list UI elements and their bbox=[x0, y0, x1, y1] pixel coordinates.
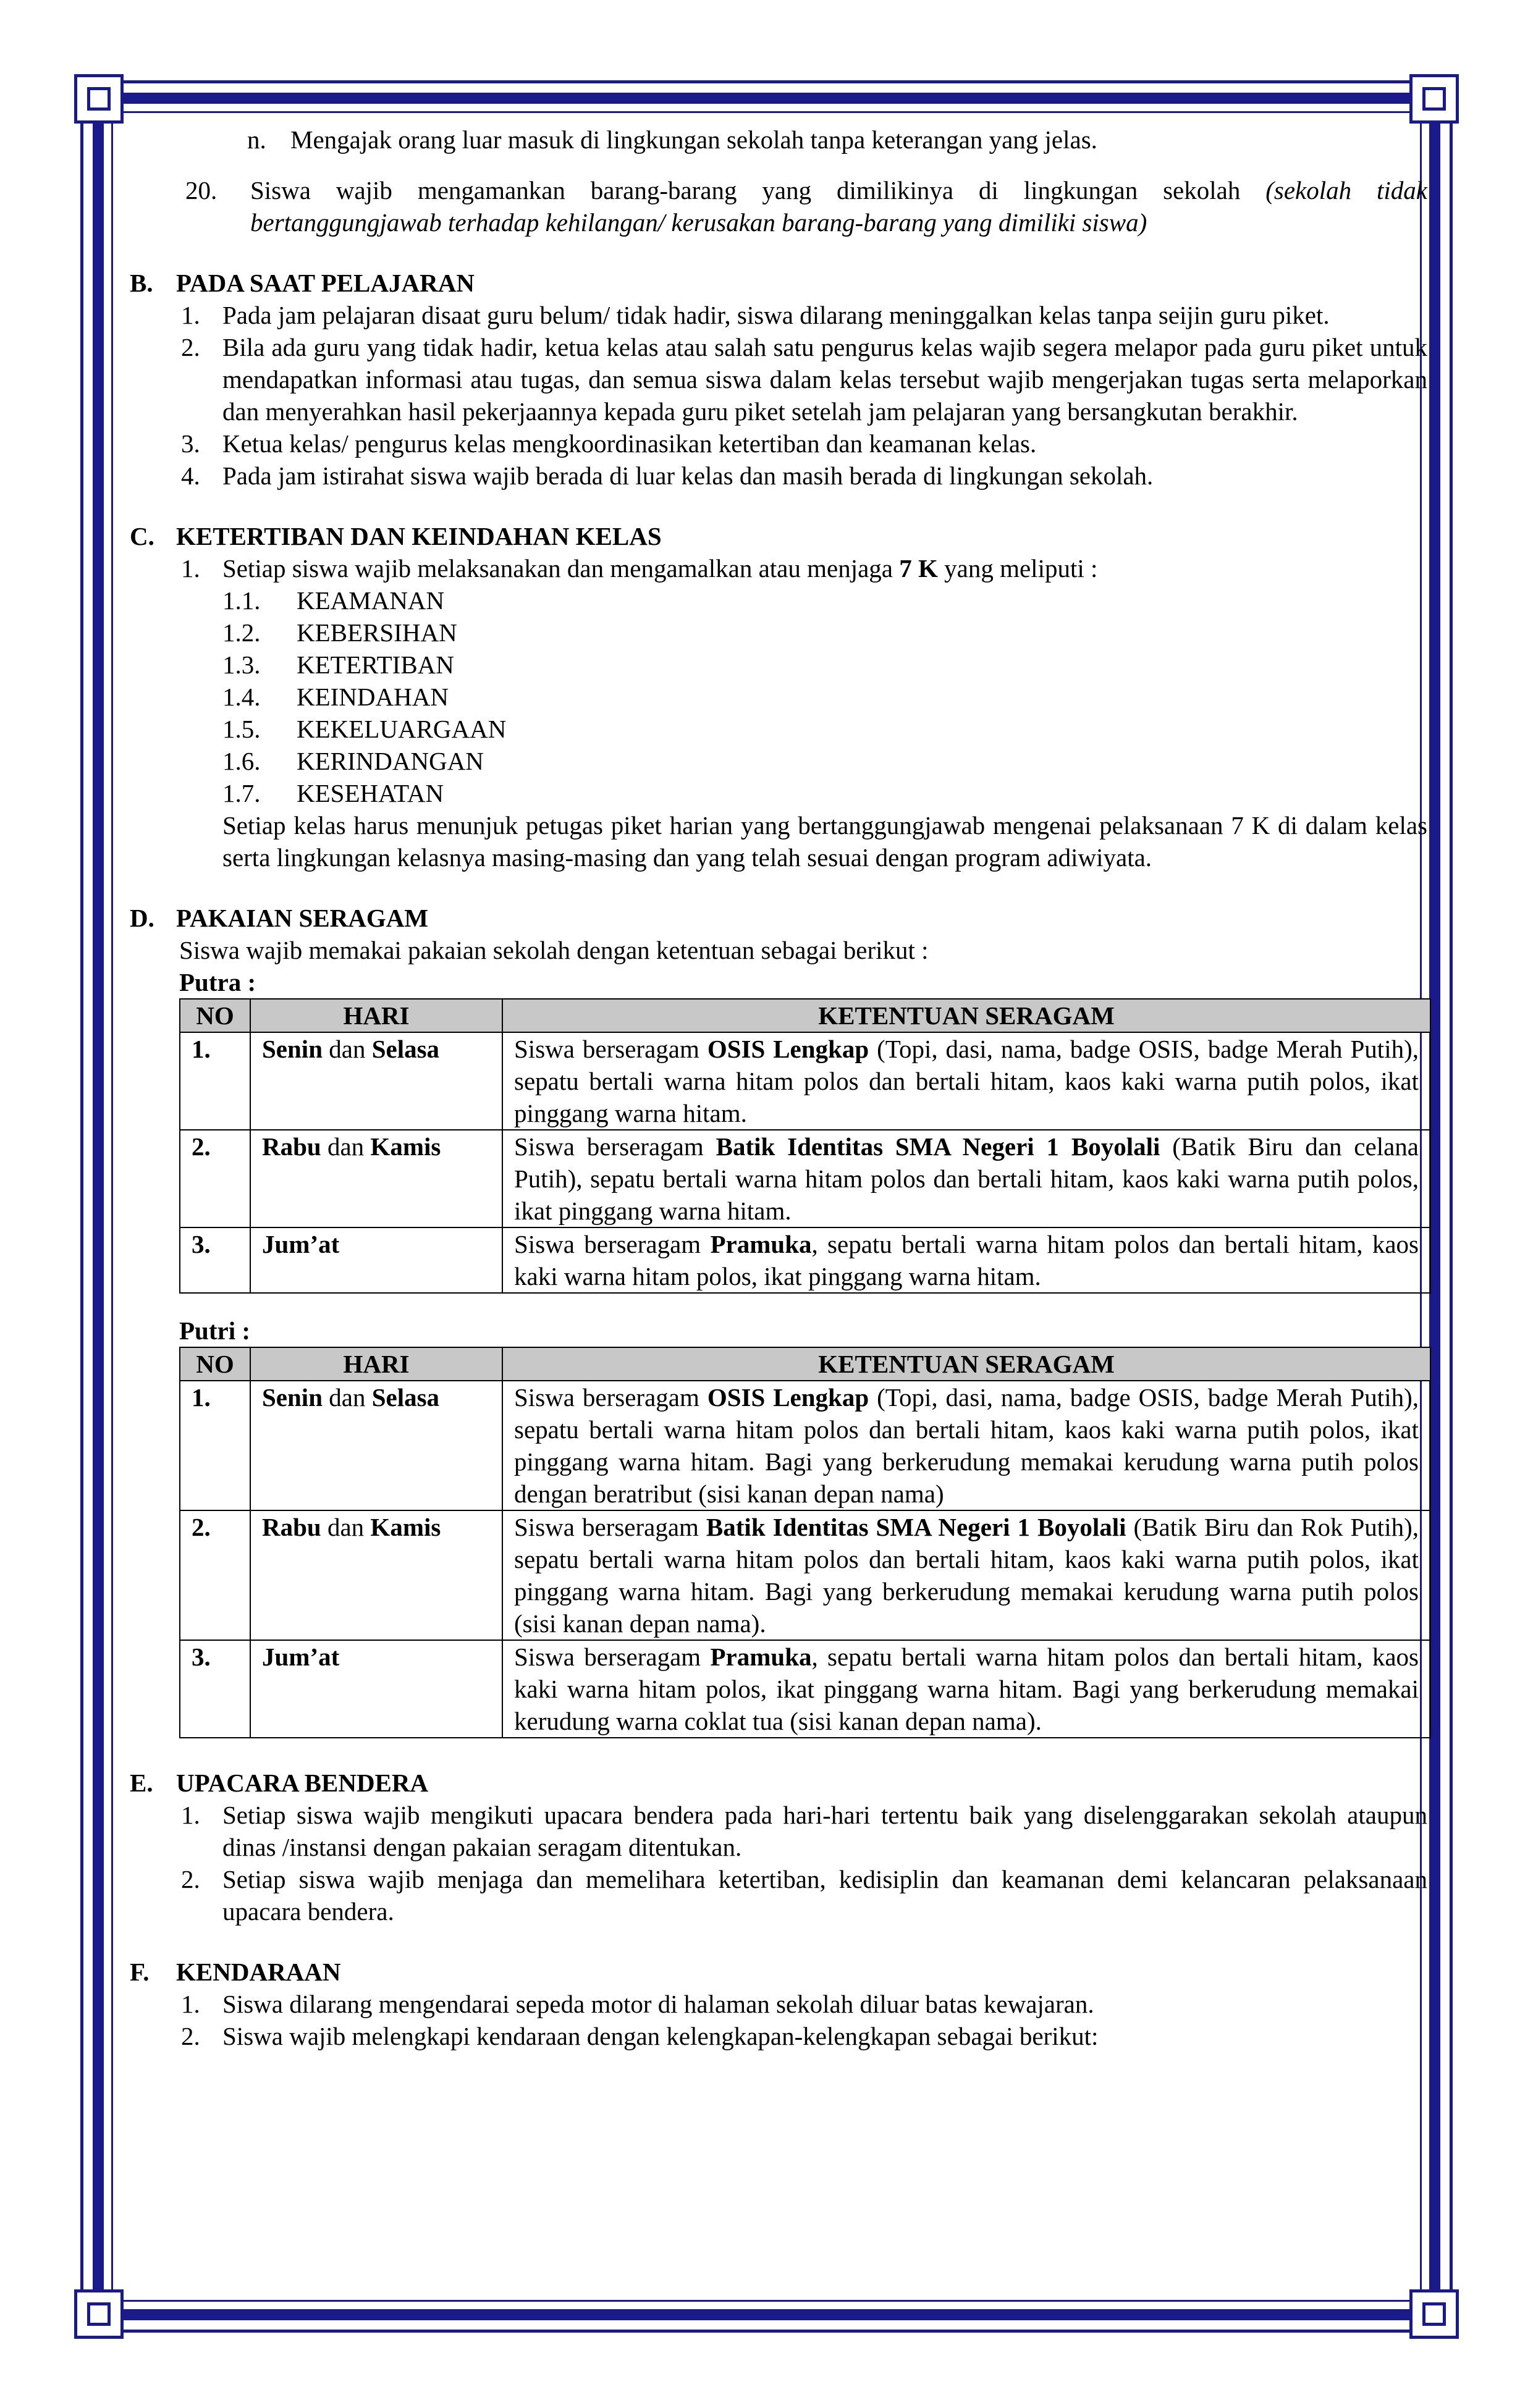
section-title: PAKAIAN SERAGAM bbox=[176, 904, 429, 932]
sub-item bbox=[130, 617, 1427, 649]
table-row bbox=[180, 1640, 1430, 1738]
cell-hari: Jum’at bbox=[250, 1640, 502, 1738]
sub-item bbox=[130, 649, 1427, 681]
sub-text: KEAMANAN bbox=[297, 586, 445, 615]
section-heading bbox=[130, 1767, 1427, 1799]
sub-item bbox=[130, 681, 1427, 713]
sub-number: 1.1. bbox=[222, 586, 261, 615]
sub-text: KEKELUARGAAN bbox=[297, 715, 507, 743]
section-title: PADA SAAT PELAJARAN bbox=[176, 269, 475, 297]
sub-text: KETERTIBAN bbox=[297, 650, 454, 679]
sub-text: KEINDAHAN bbox=[297, 683, 449, 711]
sub-number: 1.2. bbox=[222, 618, 261, 647]
section-e bbox=[130, 1767, 1427, 1927]
list-text: yang meliputi : bbox=[937, 554, 1098, 583]
list-number: n. bbox=[247, 125, 266, 154]
list-text: Setiap siswa wajib melaksanakan dan mengamalkan atau menjaga bbox=[222, 554, 900, 583]
column-header-ketentuan: KETENTUAN SERAGAM bbox=[502, 1347, 1430, 1381]
corner-ornament-bottom-left bbox=[74, 2289, 124, 2339]
section-heading bbox=[130, 520, 1427, 552]
cell-hari: Senin dan Selasa bbox=[250, 1381, 502, 1510]
cell-ketentuan: Siswa berseragam Pramuka, sepatu bertali warna hitam polos dan bertali hitam, kaos kaki warna hitam polos, ikat pinggang warna hitam. bbox=[502, 1227, 1430, 1293]
list-text: Ketua kelas/ pengurus kelas mengkoordinasikan ketertiban dan keamanan kelas. bbox=[222, 429, 1037, 458]
section-letter: F. bbox=[130, 1958, 150, 1986]
section-title: UPACARA BENDERA bbox=[176, 1769, 429, 1797]
cell-ketentuan: Siswa berseragam Pramuka, sepatu bertali warna hitam polos dan bertali hitam, kaos kaki warna hitam polos, ikat pinggang warna hitam. Bagi yang berkerudung memakai kerudung warna coklat tua (sisi kanan depan nama). bbox=[502, 1640, 1430, 1738]
list-text: Setiap siswa wajib mengikuti upacara bendera pada hari-hari tertentu baik yang diselenggarakan sekolah ataupun dinas /instansi dengan pakaian seragam ditentukan. bbox=[222, 1801, 1427, 1861]
list-text: Siswa wajib mengamankan barang-barang yang dimilikinya di lingkungan sekolah bbox=[250, 176, 1266, 204]
list-text: Bila ada guru yang tidak hadir, ketua kelas atau salah satu pengurus kelas wajib segera melapor pada guru piket untuk mendapatkan informasi atau tugas, dan semua siswa dalam kelas tersebut wajib mengerjakan tugas serta melaporkan dan menyerahkan hasil pekerjaannya kepada guru piket setelah jam pelajaran yang bersangkutan berakhir. bbox=[222, 333, 1427, 426]
list-text: Mengajak orang luar masuk di lingkungan sekolah tanpa keterangan yang jelas. bbox=[290, 125, 1097, 154]
cell-ketentuan: Siswa berseragam Batik Identitas SMA Negeri 1 Boyolali (Batik Biru dan celana Putih), sepatu bertali warna hitam polos dan bertali hitam, kaos kaki warna putih polos, ikat pinggang warna hitam. bbox=[502, 1130, 1430, 1227]
sub-number: 1.5. bbox=[222, 715, 261, 743]
list-text: Siswa wajib melengkapi kendaraan dengan kelengkapan-kelengkapan sebagai berikut: bbox=[222, 2022, 1099, 2050]
cell-hari: Jum’at bbox=[250, 1227, 502, 1293]
cell-hari: Senin dan Selasa bbox=[250, 1032, 502, 1130]
sub-item bbox=[130, 777, 1427, 809]
section-heading bbox=[130, 1956, 1427, 1988]
putra-label: Putra : bbox=[179, 968, 256, 996]
sub-number: 1.3. bbox=[222, 650, 261, 679]
list-number: 3. bbox=[181, 429, 200, 458]
table-header-row bbox=[180, 999, 1430, 1032]
sub-text: KEBERSIHAN bbox=[297, 618, 457, 647]
section-letter: C. bbox=[130, 522, 154, 550]
list-item-n bbox=[130, 124, 1427, 156]
sub-text: KERINDANGAN bbox=[297, 747, 484, 775]
list-text: Pada jam pelajaran disaat guru belum/ tidak hadir, siswa dilarang meninggalkan kelas tanpa seijin guru piket. bbox=[222, 301, 1330, 329]
cell-hari: Rabu dan Kamis bbox=[250, 1510, 502, 1640]
putri-uniform-table bbox=[179, 1347, 1431, 1738]
section-intro: Siswa wajib memakai pakaian sekolah dengan ketentuan sebagai berikut : bbox=[179, 936, 929, 964]
list-number: 1. bbox=[181, 301, 200, 329]
table-row bbox=[180, 1130, 1430, 1227]
cell-no: 1. bbox=[180, 1032, 250, 1130]
cell-no: 2. bbox=[180, 1130, 250, 1227]
sub-item bbox=[130, 713, 1427, 745]
section-heading bbox=[130, 267, 1427, 299]
list-item bbox=[130, 1799, 1427, 1863]
cell-no: 3. bbox=[180, 1640, 250, 1738]
column-header-hari: HARI bbox=[250, 999, 502, 1032]
table-row bbox=[180, 1381, 1430, 1510]
list-text: Siswa dilarang mengendarai sepeda motor di halaman sekolah diluar batas kewajaran. bbox=[222, 1990, 1094, 2018]
section-d bbox=[130, 902, 1427, 1738]
section-letter: E. bbox=[130, 1769, 153, 1797]
column-header-ketentuan: KETENTUAN SERAGAM bbox=[502, 999, 1430, 1032]
table-header-row bbox=[180, 1347, 1430, 1381]
cell-hari: Rabu dan Kamis bbox=[250, 1130, 502, 1227]
list-number: 20. bbox=[185, 176, 217, 204]
section-paragraph: Setiap kelas harus menunjuk petugas piket harian yang bertanggungjawab mengenai pelaksanaan 7 K di dalam kelas serta lingkungan kelasnya masing-masing dan yang telah sesuai dengan program adiwiyata. bbox=[222, 811, 1427, 872]
section-title: KETERTIBAN DAN KEINDAHAN KELAS bbox=[176, 522, 662, 550]
list-text: Setiap siswa wajib menjaga dan memelihara ketertiban, kedisiplin dan keamanan demi kelancaran pelaksanaan upacara bendera. bbox=[222, 1865, 1427, 1926]
cell-no: 2. bbox=[180, 1510, 250, 1640]
list-number: 2. bbox=[181, 333, 200, 361]
list-number: 1. bbox=[181, 1801, 200, 1829]
list-number: 1. bbox=[181, 554, 200, 583]
cell-ketentuan: Siswa berseragam OSIS Lengkap (Topi, dasi, nama, badge OSIS, badge Merah Putih), sepatu bertali warna hitam polos dan bertali hitam, kaos kaki warna putih polos, ikat pinggang warna hitam. bbox=[502, 1032, 1430, 1130]
sub-number: 1.4. bbox=[222, 683, 261, 711]
document-body bbox=[130, 124, 1427, 2052]
list-number: 2. bbox=[181, 2022, 200, 2050]
section-c bbox=[130, 520, 1427, 874]
sub-item bbox=[130, 745, 1427, 777]
list-number: 4. bbox=[181, 461, 200, 490]
table-row bbox=[180, 1227, 1430, 1293]
cell-ketentuan: Siswa berseragam OSIS Lengkap (Topi, dasi, nama, badge OSIS, badge Merah Putih), sepatu bertali warna hitam polos dan bertali hitam, kaos kaki warna putih polos, ikat pinggang warna hitam. Bagi yang berkerudung memakai kerudung warna putih polos dengan beratribut (sisi kanan depan nama) bbox=[502, 1381, 1430, 1510]
list-number: 1. bbox=[181, 1990, 200, 2018]
putra-uniform-table bbox=[179, 998, 1431, 1294]
list-number: 2. bbox=[181, 1865, 200, 1893]
cell-no: 3. bbox=[180, 1227, 250, 1293]
corner-ornament-top-left bbox=[74, 74, 124, 124]
sub-item bbox=[130, 584, 1427, 617]
list-item bbox=[130, 2020, 1427, 2052]
sub-text: KESEHATAN bbox=[297, 779, 444, 807]
section-letter: B. bbox=[130, 269, 153, 297]
list-item-20 bbox=[130, 174, 1427, 238]
cell-ketentuan: Siswa berseragam Batik Identitas SMA Negeri 1 Boyolali (Batik Biru dan Rok Putih), sepatu bertali warna hitam polos dan bertali hitam, kaos kaki warna putih polos, ikat pinggang warna hitam. Bagi yang berkerudung memakai kerudung warna putih polos (sisi kanan depan nama). bbox=[502, 1510, 1430, 1640]
list-text-bold: 7 K bbox=[899, 554, 938, 583]
section-letter: D. bbox=[130, 904, 154, 932]
section-b bbox=[130, 267, 1427, 492]
list-item bbox=[130, 1988, 1427, 2020]
corner-ornament-top-right bbox=[1409, 74, 1459, 124]
list-item bbox=[130, 331, 1427, 427]
column-header-hari: HARI bbox=[250, 1347, 502, 1381]
column-header-no: NO bbox=[180, 999, 250, 1032]
list-text-italic: (sekolah tidak bertanggungjawab terhadap kehilangan/ kerusakan barang-barang yang dimiliki siswa) bbox=[250, 176, 1427, 237]
corner-ornament-bottom-right bbox=[1409, 2289, 1459, 2339]
list-item bbox=[130, 552, 1427, 584]
section-heading bbox=[130, 902, 1427, 934]
list-item bbox=[130, 299, 1427, 331]
table-row bbox=[180, 1032, 1430, 1130]
table-row bbox=[180, 1510, 1430, 1640]
section-title: KENDARAAN bbox=[176, 1958, 341, 1986]
cell-no: 1. bbox=[180, 1381, 250, 1510]
list-item bbox=[130, 427, 1427, 460]
section-f bbox=[130, 1956, 1427, 2052]
sub-number: 1.7. bbox=[222, 779, 261, 807]
list-item bbox=[130, 1863, 1427, 1927]
column-header-no: NO bbox=[180, 1347, 250, 1381]
sub-number: 1.6. bbox=[222, 747, 261, 775]
list-item bbox=[130, 460, 1427, 492]
list-text: Pada jam istirahat siswa wajib berada di luar kelas dan masih berada di lingkungan sekolah. bbox=[222, 461, 1154, 490]
putri-label: Putri : bbox=[179, 1316, 250, 1345]
